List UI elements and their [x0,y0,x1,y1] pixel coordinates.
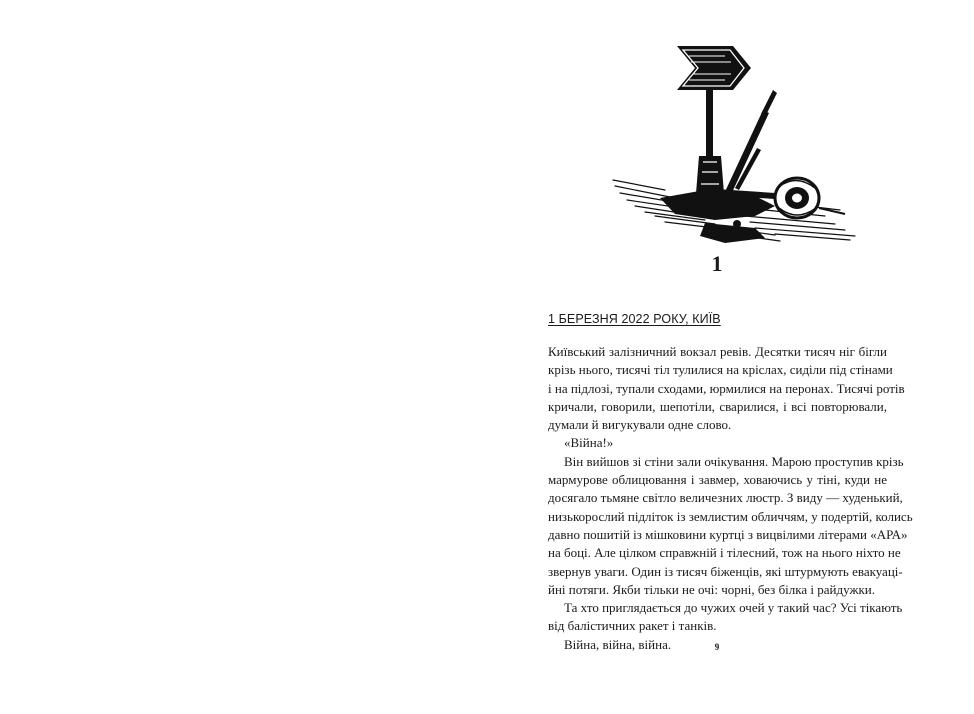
paragraph [548,343,905,434]
paragraph [548,453,913,599]
paragraph [548,434,887,452]
chapter-body-text [548,343,913,654]
railway-signpost-arrow-icon [605,38,865,258]
text-line: давно пошитій із мішковини куртці з вицвілими літерами «АРА» [548,526,908,542]
text-line: йні потяги. Якби тільки не очі: чорні, без білка і райдужки. [548,581,875,597]
text-line: досягало тьмяне світло величезних люстр. З виду — худенький, [548,490,903,506]
text-line: Війна, війна, війна. [564,636,672,652]
text-line: низькорослий підліток із землистим обличчям, у подертій, колись [548,508,913,524]
text-line: Він вийшов зі стіни зали очікування. Марою проступив крізь [564,453,904,469]
text-line: кричали, говорили, шепотіли, сварилися, і всі повторювали, [548,398,887,414]
text-line: Та хто приглядається до чужих очей у такий час? Усі тікають [564,600,903,616]
text-line: мармурове облицювання і завмер, ховаючись у тіні, куди не [548,472,887,488]
text-line: звернув уваги. Один із тисяч біженців, які штурмують евакуаці- [548,563,903,579]
chapter-dateline: 1 БЕРЕЗНЯ 2022 РОКУ, КИЇВ [548,312,721,326]
paragraph [548,599,903,636]
text-line: від балістичних ракет і танків. [548,618,717,634]
text-line: крізь нього, тисячі тіл тулилися на кріслах, сиділи під стінами [548,362,893,378]
text-line: «Війна!» [564,435,614,451]
page-number: 9 [714,642,720,652]
text-line: думали й вигукували одне слово. [548,417,732,433]
text-line: на боці. Але цілком справжній і тілесний, тож на нього ніхто не [548,545,901,561]
text-line: і на підлозі, тупали сходами, юрмилися на перонах. Тисячі ротів [548,380,905,396]
chapter-number: 1 [711,251,723,276]
text-line: Київський залізничний вокзал ревів. Десятки тисяч ніг бігли [548,344,887,359]
